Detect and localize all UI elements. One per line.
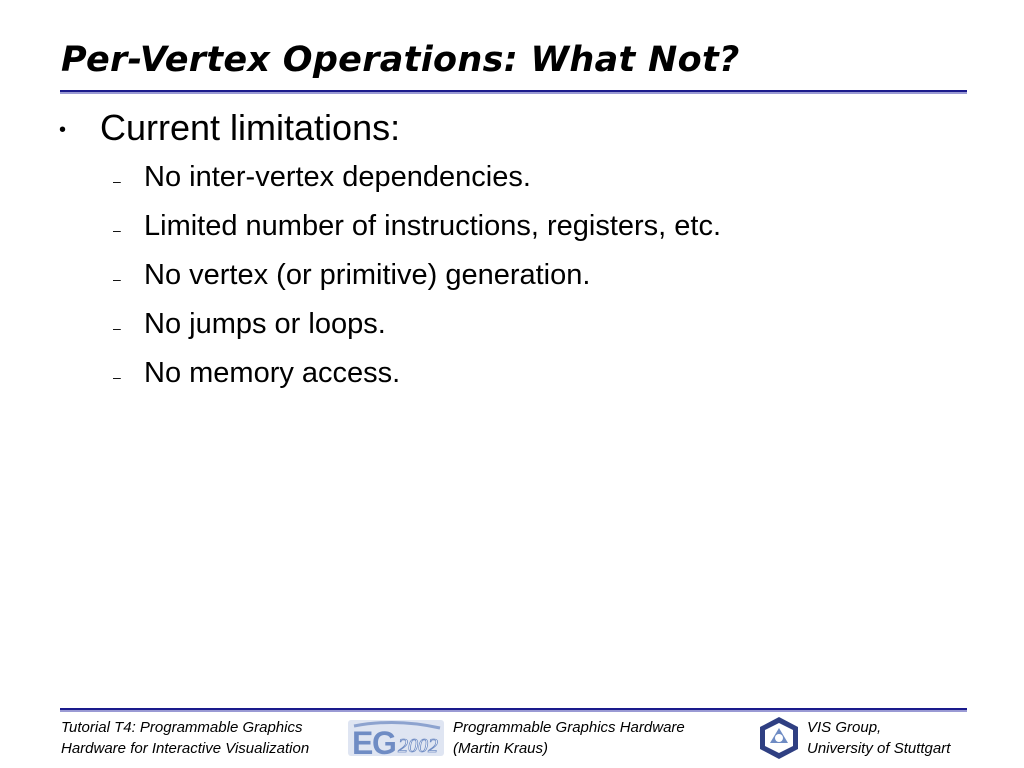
main-bullet-text: Current limitations: <box>100 107 401 148</box>
svg-text:G: G <box>372 725 397 760</box>
footer-group-name: VIS Group, <box>807 719 882 736</box>
title-divider <box>60 90 967 94</box>
sub-bullet-text: No inter-vertex dependencies. <box>144 161 531 193</box>
footer-presenter-name: (Martin Kraus) <box>453 740 549 757</box>
footer-presentation-title: Programmable Graphics Hardware <box>453 719 685 736</box>
dash-marker: – <box>113 369 121 385</box>
svg-text:E: E <box>352 725 374 760</box>
footer-tutorial-line2: Hardware for Interactive Visualization <box>61 740 310 757</box>
svg-text:2002: 2002 <box>398 735 438 757</box>
sub-bullet-text: No jumps or loops. <box>144 308 386 340</box>
vis-group-logo-icon <box>757 715 801 761</box>
sub-bullet-text: Limited number of instructions, registers, etc. <box>144 210 722 242</box>
eg2002-logo <box>348 716 444 760</box>
dash-marker: – <box>113 222 121 238</box>
dash-marker: – <box>113 320 121 336</box>
slide-title: Per-Vertex Operations: What Not? <box>61 40 740 80</box>
footer-divider <box>60 708 967 712</box>
sub-bullet-text: No memory access. <box>144 357 401 389</box>
footer-tutorial-line1: Tutorial T4: Programmable Graphics <box>61 719 303 736</box>
footer-tutorial-info <box>61 717 309 759</box>
footer-presentation-info <box>453 717 685 759</box>
dash-marker: – <box>113 173 121 189</box>
footer-institution-info <box>807 717 950 759</box>
sub-bullet-text: No vertex (or primitive) generation. <box>144 259 591 291</box>
footer-university-name: University of Stuttgart <box>807 740 951 757</box>
dash-marker: – <box>113 271 121 287</box>
bullet-marker: • <box>59 119 67 141</box>
